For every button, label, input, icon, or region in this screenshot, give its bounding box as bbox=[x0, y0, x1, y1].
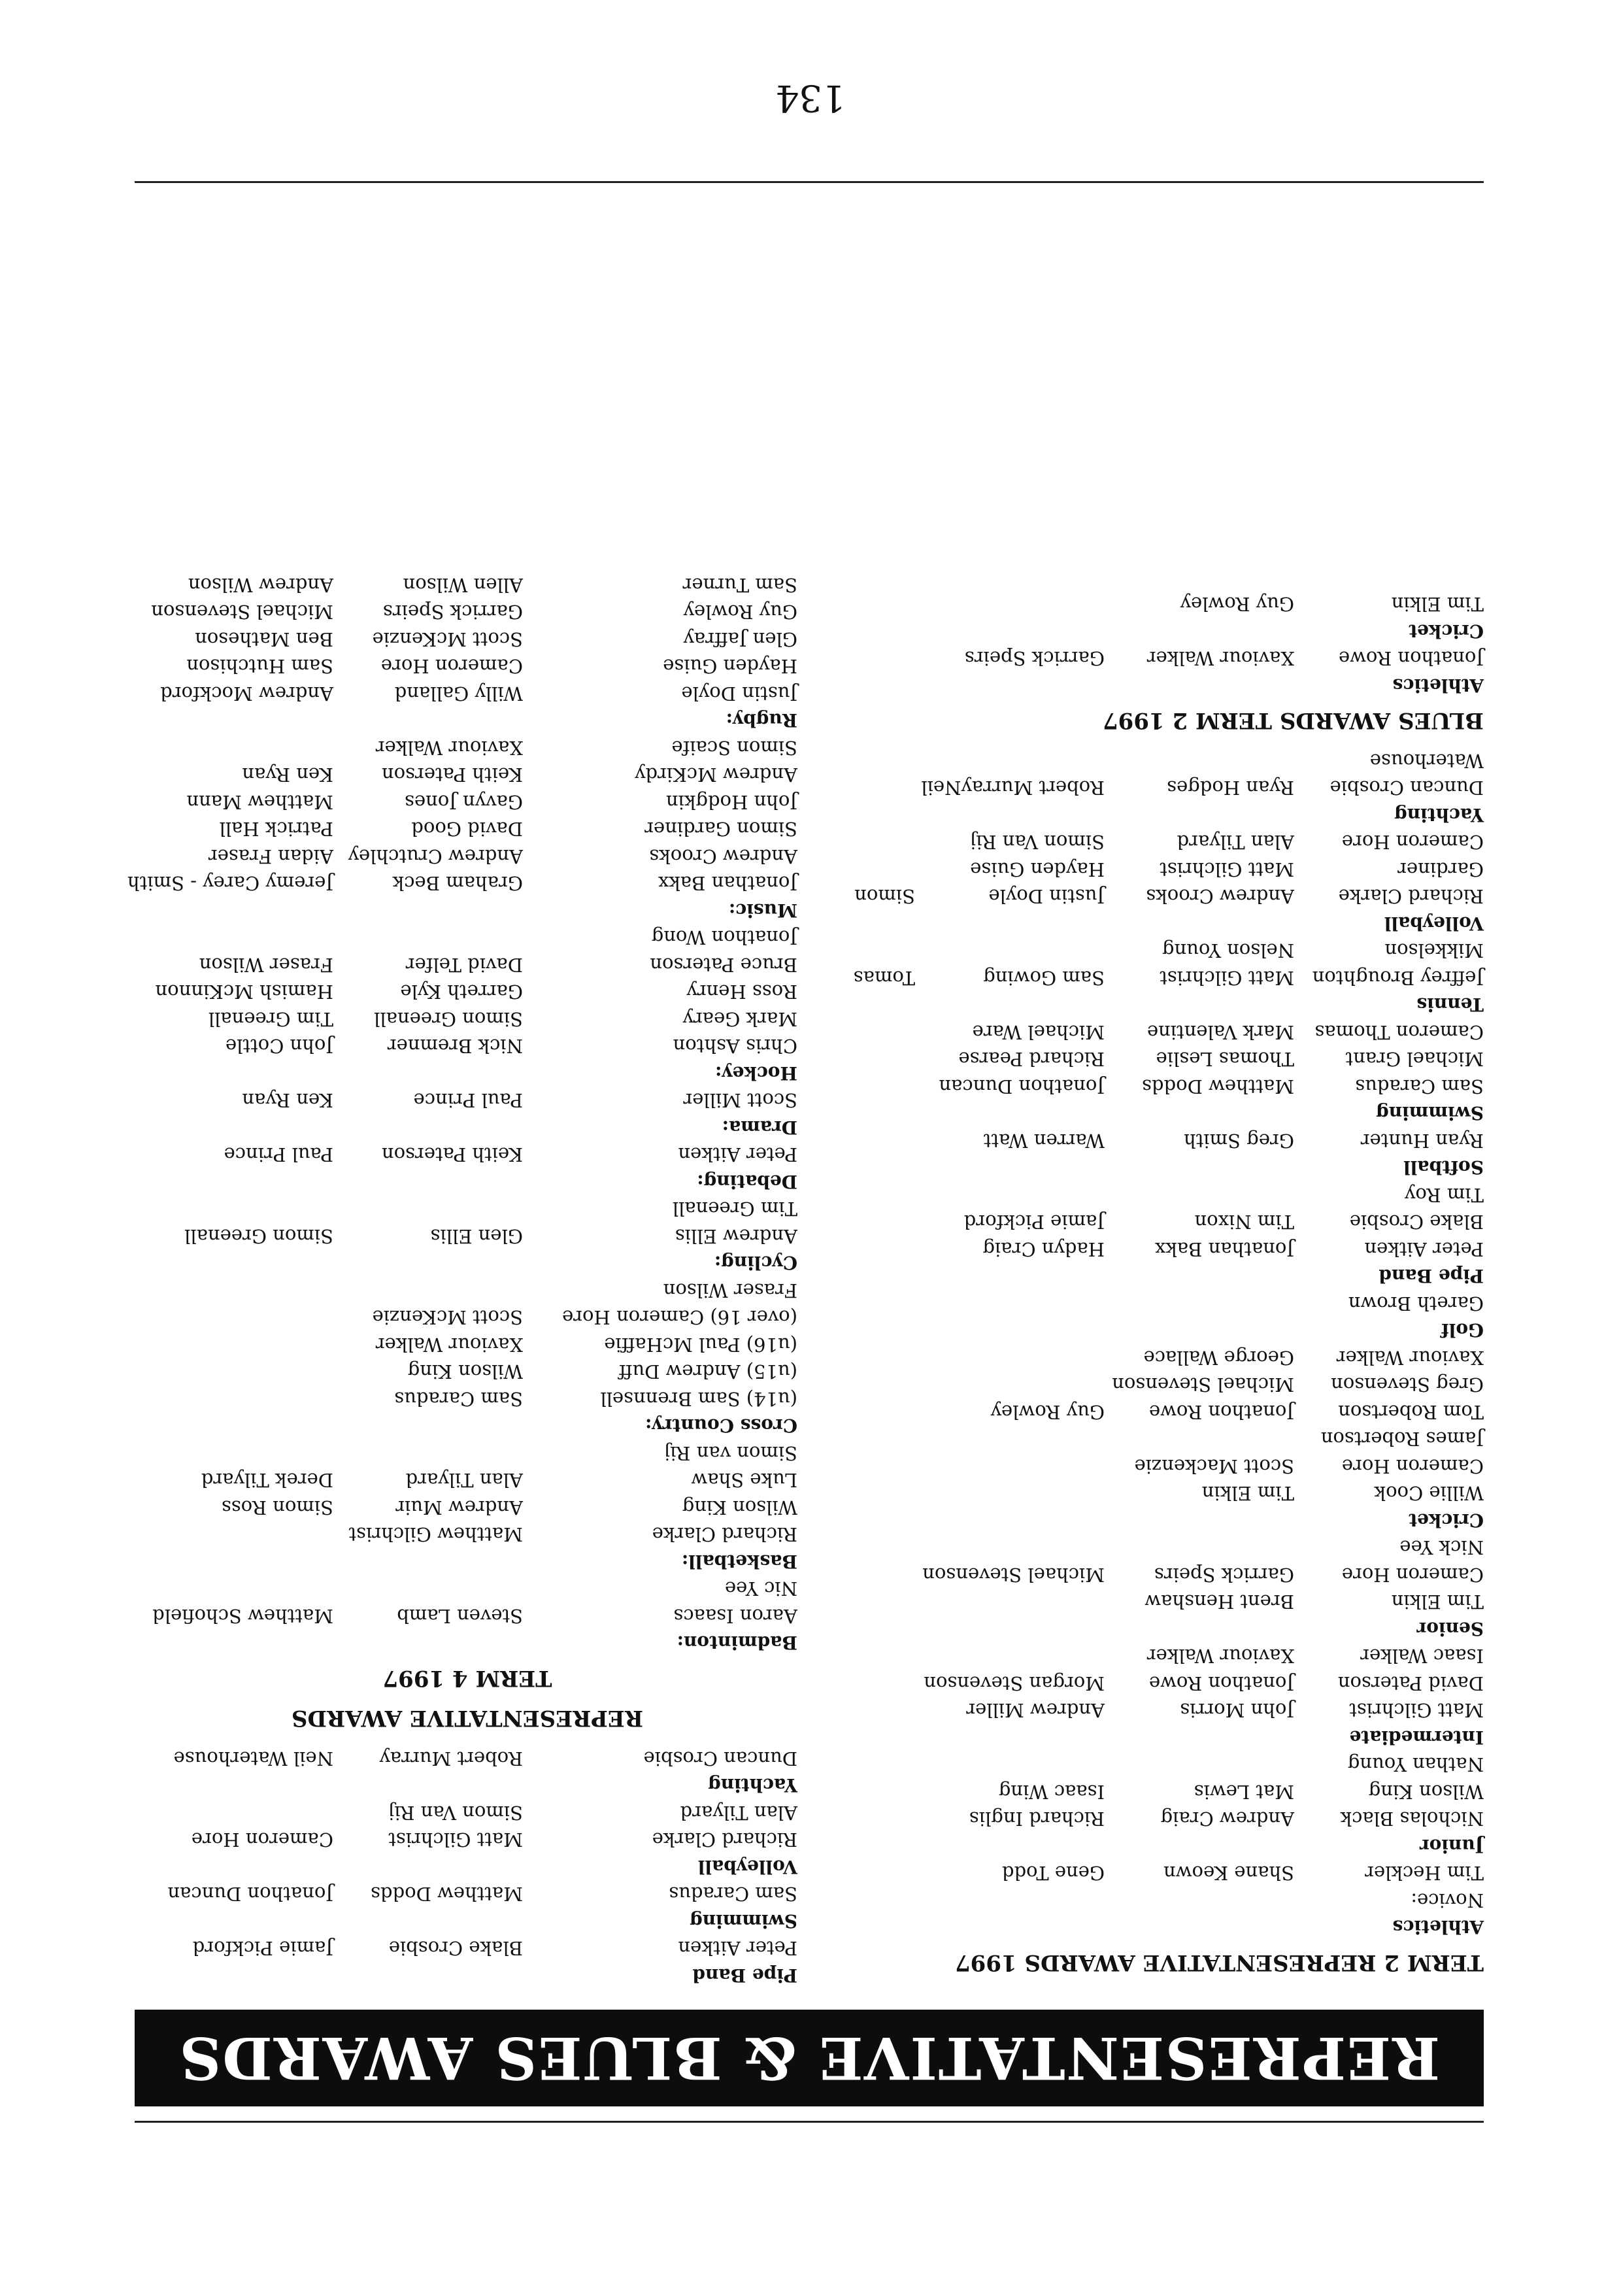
student-name: Simon van Rij bbox=[664, 1442, 797, 1464]
student-name: Blake Crosbie bbox=[388, 1937, 523, 1960]
student-name: Nic Yee bbox=[724, 1578, 797, 1600]
name-row bbox=[127, 869, 797, 897]
name-row bbox=[137, 1358, 797, 1385]
category-heading: Swimming bbox=[1376, 1102, 1484, 1124]
name-row bbox=[137, 1466, 797, 1494]
student-name: Matthew Schofield bbox=[152, 1605, 333, 1627]
name-row bbox=[137, 951, 797, 979]
name-row bbox=[824, 1887, 1484, 1914]
category-heading: Music: bbox=[728, 900, 797, 921]
student-name: Matt Gilchrist bbox=[1349, 1699, 1484, 1722]
student-name: Matthew Dodds bbox=[1142, 1075, 1294, 1098]
left-column bbox=[824, 590, 1484, 1989]
student-name: Alan Tilyard bbox=[1177, 831, 1294, 854]
student-name: Simon Greenall bbox=[374, 1008, 523, 1030]
student-name: Simon bbox=[854, 885, 915, 908]
student-name: Andrew Ellis bbox=[675, 1225, 797, 1247]
name-row bbox=[137, 815, 797, 843]
student-name: Gene Todd bbox=[1001, 1862, 1105, 1885]
student-name: Matthew Dodds bbox=[371, 1883, 523, 1906]
student-name: Peter Aitken bbox=[678, 1143, 797, 1166]
student-name: Ryan Hunter bbox=[1360, 1130, 1484, 1152]
student-name: Isaac Walker bbox=[1360, 1645, 1484, 1668]
name-row bbox=[824, 747, 1484, 775]
name-row bbox=[137, 1799, 797, 1827]
student-name: John Morris bbox=[1180, 1699, 1294, 1722]
student-name: Xaviour Walker bbox=[1336, 1347, 1484, 1369]
name-row bbox=[824, 1425, 1484, 1453]
student-name: Tim Nixon bbox=[1194, 1211, 1294, 1234]
name-row bbox=[137, 1521, 797, 1548]
student-name: Robert MurrayNeil bbox=[921, 777, 1105, 800]
name-row bbox=[137, 1304, 797, 1331]
category-heading: Volleyball bbox=[697, 1856, 797, 1878]
student-name: Thomas Leslie bbox=[1156, 1048, 1294, 1071]
name-row bbox=[137, 1385, 797, 1413]
name-row bbox=[824, 1019, 1484, 1046]
category-heading: Cricket bbox=[1409, 620, 1484, 642]
name-row bbox=[824, 1208, 1484, 1236]
name-row bbox=[824, 590, 1484, 618]
student-name: Jamie Pickford bbox=[963, 1211, 1105, 1234]
student-name: Nicholas Black bbox=[1340, 1808, 1484, 1831]
student-name: Andrew McKirdy bbox=[635, 764, 797, 786]
student-name: Wilson King bbox=[407, 1360, 523, 1383]
student-name: Andrew Crutchley bbox=[348, 845, 523, 868]
name-row bbox=[824, 1778, 1484, 1806]
name-row bbox=[137, 1602, 797, 1630]
student-name: Patrick Hall bbox=[219, 818, 333, 841]
student-name: Derek Tilyard bbox=[201, 1469, 333, 1492]
student-name: George Wallace bbox=[1143, 1347, 1294, 1369]
student-name: Michael Stevenson bbox=[151, 601, 333, 624]
student-name: Guy Rowley bbox=[990, 1401, 1105, 1423]
student-name: Jonathan Bakx bbox=[1154, 1238, 1294, 1260]
student-name: Allen Wilson bbox=[403, 574, 523, 596]
student-name: Matt Gilchrist bbox=[388, 1829, 523, 1851]
name-row bbox=[824, 1697, 1484, 1724]
student-name: Blake Crosbie bbox=[1349, 1211, 1484, 1234]
category-heading: Yachting bbox=[1394, 804, 1484, 826]
student-name: Cameron Thomas bbox=[1314, 1021, 1484, 1043]
category-heading: Athletics bbox=[1392, 675, 1484, 696]
student-name: Tim Heckler bbox=[1365, 1862, 1484, 1885]
name-row bbox=[824, 1181, 1484, 1209]
category-heading: Cricket bbox=[1409, 1510, 1484, 1531]
student-name: Jeffrey Broughton bbox=[1312, 967, 1484, 989]
name-row bbox=[137, 571, 797, 599]
student-name: Michael Stevenson bbox=[1112, 1374, 1294, 1396]
student-name: Keith Paterson bbox=[381, 1143, 523, 1166]
student-name: Michael Stevenson bbox=[922, 1564, 1105, 1586]
name-row bbox=[824, 1344, 1484, 1372]
student-name: Andrew Craig bbox=[1160, 1808, 1294, 1831]
name-row bbox=[824, 1670, 1484, 1697]
student-name: Xaviour Walker bbox=[375, 1334, 523, 1356]
student-name: Jamie Pickford bbox=[192, 1937, 333, 1960]
student-name: Sam Caradus bbox=[1355, 1075, 1484, 1098]
student-name: Andrew Crooks bbox=[1146, 885, 1294, 908]
student-name: Justin Doyle bbox=[988, 885, 1105, 908]
student-name: Scott Mackenzie bbox=[1134, 1455, 1294, 1477]
student-name: Cameron Hore bbox=[1341, 1455, 1484, 1477]
name-row bbox=[824, 1073, 1484, 1100]
student-name: Chris Ashton bbox=[673, 1035, 797, 1058]
name-row bbox=[824, 1236, 1484, 1263]
student-name: Mikkelson bbox=[1384, 939, 1484, 962]
student-name: Richard Clarke bbox=[652, 1829, 797, 1851]
name-row bbox=[824, 1561, 1484, 1589]
student-name: Jonathan Bakx bbox=[658, 872, 797, 895]
name-row bbox=[824, 1479, 1484, 1507]
category-heading: Cross Country: bbox=[645, 1415, 797, 1437]
student-name: Ken Ryan bbox=[242, 1089, 333, 1112]
student-name: Keith Paterson bbox=[381, 764, 523, 786]
student-name: Tim Greenall bbox=[672, 1198, 797, 1221]
category-heading: Golf bbox=[1441, 1319, 1484, 1342]
name-row bbox=[137, 734, 797, 762]
student-name: Jonathon Duncan bbox=[167, 1883, 333, 1906]
page-number: 134 bbox=[775, 76, 846, 119]
name-row bbox=[137, 598, 797, 626]
student-name: Garrick Speirs bbox=[964, 647, 1105, 670]
student-name: Andrew Miller bbox=[966, 1699, 1105, 1722]
student-name: Cameron Hore bbox=[380, 655, 523, 678]
name-row bbox=[137, 652, 797, 680]
student-name: Scott Miller bbox=[683, 1089, 797, 1112]
student-name: Matthew Gilchrist bbox=[348, 1523, 523, 1546]
student-name: Tim Elkin bbox=[1391, 1591, 1484, 1613]
name-row bbox=[824, 774, 1484, 802]
student-name: Richard Clarke bbox=[1338, 885, 1484, 908]
student-name: Peter Aitken bbox=[1364, 1238, 1484, 1260]
student-name: Willy Galland bbox=[394, 683, 523, 705]
student-name: Jeremy Carey - Smith bbox=[127, 872, 333, 895]
name-row bbox=[137, 1745, 797, 1772]
name-row bbox=[824, 1642, 1484, 1670]
name-row bbox=[824, 1398, 1484, 1426]
name-row bbox=[824, 1588, 1484, 1615]
student-name: Andrew Mockford bbox=[160, 683, 333, 705]
student-name: Tim Roy bbox=[1404, 1184, 1484, 1206]
student-name: Scott McKenzie bbox=[372, 628, 523, 650]
student-name: Tomas bbox=[853, 967, 915, 989]
category-heading: Volleyball bbox=[1384, 913, 1484, 934]
category-heading: Debating: bbox=[697, 1171, 797, 1192]
student-name: Tim Greenall bbox=[208, 1008, 333, 1030]
name-row bbox=[824, 883, 1484, 910]
student-name: Richard Inglis bbox=[969, 1808, 1105, 1831]
section-title: BLUES AWARDS TERM 2 1997 bbox=[1102, 707, 1484, 734]
name-row bbox=[824, 645, 1484, 672]
student-name: John Cottle bbox=[225, 1035, 333, 1058]
student-name: Xaviour Walker bbox=[1146, 1645, 1294, 1668]
name-row bbox=[824, 964, 1484, 992]
name-row bbox=[137, 626, 797, 653]
student-name: Xaviour Walker bbox=[375, 737, 523, 759]
name-row bbox=[824, 1290, 1484, 1317]
student-name: Mark Geary bbox=[682, 1008, 797, 1030]
student-name: Nathan Young bbox=[1347, 1753, 1484, 1776]
category-heading: Badminton: bbox=[677, 1632, 797, 1654]
name-row bbox=[137, 1195, 797, 1223]
name-row bbox=[137, 1141, 797, 1168]
student-name: Justin Doyle bbox=[681, 683, 797, 705]
student-name: Duncan Crosbie bbox=[1329, 777, 1484, 800]
student-name: Matthew Mann bbox=[186, 791, 333, 813]
student-name: David Good bbox=[411, 818, 523, 841]
category-heading: Pipe Band bbox=[692, 1965, 797, 1986]
category-heading: Basketball: bbox=[681, 1551, 797, 1572]
category-heading: Cycling: bbox=[714, 1252, 797, 1274]
category-heading: Junior bbox=[1419, 1835, 1484, 1857]
student-name: Simon Gardiner bbox=[644, 818, 797, 841]
student-name: Ken Ryan bbox=[242, 764, 333, 786]
name-row bbox=[137, 1575, 797, 1602]
student-name: Luke Shaw bbox=[691, 1469, 797, 1492]
student-name: Sam Turner bbox=[682, 574, 797, 596]
student-name: Guy Rowley bbox=[683, 601, 797, 624]
student-name: Matt Gilchrist bbox=[1160, 858, 1294, 881]
student-name: Scott McKenzie bbox=[372, 1306, 523, 1329]
name-row bbox=[137, 1494, 797, 1521]
name-row bbox=[137, 1880, 797, 1908]
section-title: TERM 2 REPRESENTATIVE AWARDS 1997 bbox=[954, 1950, 1484, 1976]
student-name: Glen Jaffray bbox=[683, 628, 797, 650]
category-heading: Softball bbox=[1403, 1156, 1484, 1179]
student-name: Guy Rowley bbox=[1180, 593, 1294, 616]
student-name: Peter Aitken bbox=[678, 1937, 797, 1960]
student-name: Nick Bremner bbox=[387, 1035, 523, 1058]
student-name: Hamish McKinnon bbox=[155, 981, 333, 1004]
student-name: (u16) Paul McHaffie bbox=[604, 1334, 797, 1356]
student-name: Wilson King bbox=[1368, 1781, 1484, 1803]
student-name: (u15) Andrew Duff bbox=[618, 1360, 797, 1383]
student-name: Hayden Guise bbox=[663, 655, 797, 678]
student-name: Novice: bbox=[1411, 1889, 1484, 1912]
student-name: Waterhouse bbox=[1369, 750, 1484, 772]
name-row bbox=[137, 978, 797, 1005]
student-name: Ben Matheson bbox=[195, 628, 333, 650]
student-name: Garrick Speirs bbox=[382, 601, 523, 624]
student-name: Graham Beck bbox=[392, 872, 523, 895]
category-heading: Pipe Band bbox=[1379, 1265, 1484, 1287]
student-name: Simon Van Rij bbox=[970, 831, 1105, 854]
category-heading: Senior bbox=[1416, 1618, 1484, 1640]
name-row bbox=[137, 843, 797, 870]
name-row bbox=[137, 1223, 797, 1250]
student-name: Neil Waterhouse bbox=[173, 1747, 333, 1770]
student-name: Fraser Wilson bbox=[199, 954, 333, 976]
student-name: Andrew Crooks bbox=[649, 845, 797, 868]
name-row bbox=[824, 937, 1484, 964]
name-row bbox=[137, 1934, 797, 1962]
student-name: Wilson King bbox=[682, 1496, 797, 1519]
student-name: Fraser Wilson bbox=[663, 1279, 797, 1302]
student-name: Alan Tilyard bbox=[405, 1469, 523, 1492]
page-banner: REPRESENTATIVE & BLUES AWARDS bbox=[135, 2010, 1484, 2106]
name-row bbox=[824, 828, 1484, 856]
student-name: Andrew Wilson bbox=[188, 574, 333, 596]
student-name: Hadyn Craig bbox=[982, 1238, 1105, 1260]
name-row bbox=[824, 1045, 1484, 1073]
student-name: Brent Henshaw bbox=[1145, 1591, 1294, 1613]
student-name: Jonathon Rowe bbox=[1148, 1672, 1294, 1695]
student-name: Mat Lewis bbox=[1194, 1781, 1294, 1803]
student-name: Gavyn Jones bbox=[405, 791, 523, 813]
student-name: Aaron Isaacs bbox=[673, 1605, 797, 1627]
student-name: Richard Pearse bbox=[958, 1048, 1105, 1071]
name-row bbox=[824, 1805, 1484, 1832]
category-heading: Tennis bbox=[1416, 994, 1484, 1016]
name-row bbox=[137, 1032, 797, 1060]
right-column bbox=[127, 571, 797, 1989]
category-heading: Athletics bbox=[1392, 1916, 1484, 1938]
student-name: Gardiner bbox=[1397, 858, 1484, 881]
student-name: Jonathon Wong bbox=[651, 926, 797, 949]
name-row bbox=[137, 680, 797, 707]
student-name: Garreth Kyle bbox=[400, 981, 523, 1004]
student-name: Tim Elkin bbox=[1391, 593, 1484, 616]
student-name: (over 16) Cameron Hore bbox=[562, 1306, 797, 1329]
name-row bbox=[137, 788, 797, 816]
student-name: Mark Valentine bbox=[1146, 1021, 1294, 1043]
student-name: Greg Stevenson bbox=[1331, 1374, 1484, 1396]
student-name: Simon Greenall bbox=[184, 1225, 333, 1247]
student-name: Aidan Fraser bbox=[208, 845, 333, 868]
student-name: Steven Lamb bbox=[397, 1605, 523, 1627]
student-name: Paul Prince bbox=[413, 1089, 523, 1112]
name-row bbox=[137, 1440, 797, 1467]
student-name: Greg Smith bbox=[1184, 1130, 1294, 1152]
bottom-rule bbox=[135, 181, 1484, 183]
name-row bbox=[824, 1859, 1484, 1887]
student-name: Simon Van Rij bbox=[388, 1802, 523, 1824]
student-name: Duncan Crosbie bbox=[643, 1747, 797, 1770]
student-name: Nick Yee bbox=[1399, 1536, 1484, 1559]
student-name: Cameron Hore bbox=[191, 1829, 333, 1851]
student-name: Isaac Wing bbox=[998, 1781, 1105, 1803]
student-name: David Telfer bbox=[405, 954, 523, 976]
name-row bbox=[137, 924, 797, 951]
category-heading: Rugby: bbox=[726, 709, 797, 732]
student-name: Ross Henry bbox=[686, 981, 797, 1004]
section-title: TERM 4 1997 bbox=[382, 1665, 552, 1691]
student-name: Michael Grant bbox=[1345, 1048, 1484, 1071]
student-name: Tim Elkin bbox=[1201, 1482, 1294, 1505]
student-name: John Hodgkin bbox=[665, 791, 797, 813]
student-name: Andrew Muir bbox=[395, 1496, 523, 1519]
student-name: Michael Ware bbox=[972, 1021, 1105, 1043]
student-name: (u14) Sam Brennsell bbox=[600, 1388, 797, 1410]
name-row bbox=[137, 1087, 797, 1114]
name-row bbox=[824, 1127, 1484, 1155]
student-name: Paul Prince bbox=[224, 1143, 333, 1166]
student-name: Sam Caradus bbox=[669, 1883, 797, 1906]
student-name: Sam Caradus bbox=[394, 1388, 523, 1410]
section-title: REPRESENTATIVE AWARDS bbox=[291, 1705, 644, 1732]
student-name: Glen Ellis bbox=[430, 1225, 523, 1247]
student-name: Garrick Speirs bbox=[1154, 1564, 1294, 1586]
student-name: Jonathon Rowe bbox=[1148, 1401, 1294, 1423]
name-row bbox=[137, 1826, 797, 1853]
name-row bbox=[137, 1277, 797, 1304]
student-name: Cameron Hore bbox=[1341, 831, 1484, 854]
student-name: Xaviour Walker bbox=[1146, 647, 1294, 670]
name-row bbox=[824, 1751, 1484, 1778]
student-name: Ryan Hodges bbox=[1167, 777, 1294, 800]
category-heading: Hockey: bbox=[715, 1062, 797, 1084]
category-heading: Swimming bbox=[690, 1910, 797, 1932]
student-name: Alan Tilyard bbox=[680, 1802, 797, 1824]
student-name: Tom Robertson bbox=[1338, 1401, 1484, 1423]
student-name: David Paterson bbox=[1337, 1672, 1484, 1695]
student-name: Simon Ross bbox=[221, 1496, 333, 1519]
name-row bbox=[137, 761, 797, 788]
name-row bbox=[137, 1331, 797, 1359]
student-name: Gareth Brown bbox=[1348, 1292, 1484, 1315]
student-name: Morgan Stevenson bbox=[924, 1672, 1105, 1695]
name-row bbox=[824, 1453, 1484, 1480]
student-name: Nelson Young bbox=[1161, 939, 1294, 962]
student-name: Bruce Paterson bbox=[650, 954, 797, 976]
name-row bbox=[824, 856, 1484, 883]
student-name: Matt Gilchrist bbox=[1160, 967, 1294, 989]
category-heading: Yachting bbox=[708, 1774, 797, 1797]
name-row bbox=[137, 1005, 797, 1033]
student-name: Warren Watt bbox=[983, 1130, 1105, 1152]
student-name: Willie Cook bbox=[1374, 1482, 1484, 1505]
student-name: Jonathon Duncan bbox=[939, 1075, 1105, 1098]
student-name: Robert Murray bbox=[379, 1747, 523, 1770]
student-name: Sam Hutchison bbox=[186, 655, 333, 678]
name-row bbox=[824, 1534, 1484, 1561]
student-name: Hayden Guise bbox=[970, 858, 1105, 881]
student-name: Richard Clarke bbox=[652, 1523, 797, 1546]
student-name: James Robertson bbox=[1320, 1428, 1484, 1451]
student-name: Cameron Hore bbox=[1341, 1564, 1484, 1586]
name-row bbox=[824, 1371, 1484, 1398]
student-name: Shane Keown bbox=[1163, 1862, 1294, 1885]
student-name: Sam Gowing bbox=[983, 967, 1105, 989]
category-heading: Drama: bbox=[722, 1117, 797, 1138]
category-heading: Intermediate bbox=[1349, 1727, 1484, 1748]
student-name: Jonathon Rowe bbox=[1338, 647, 1484, 670]
top-rule bbox=[135, 2121, 1484, 2123]
student-name: Simon Scaife bbox=[671, 737, 797, 759]
